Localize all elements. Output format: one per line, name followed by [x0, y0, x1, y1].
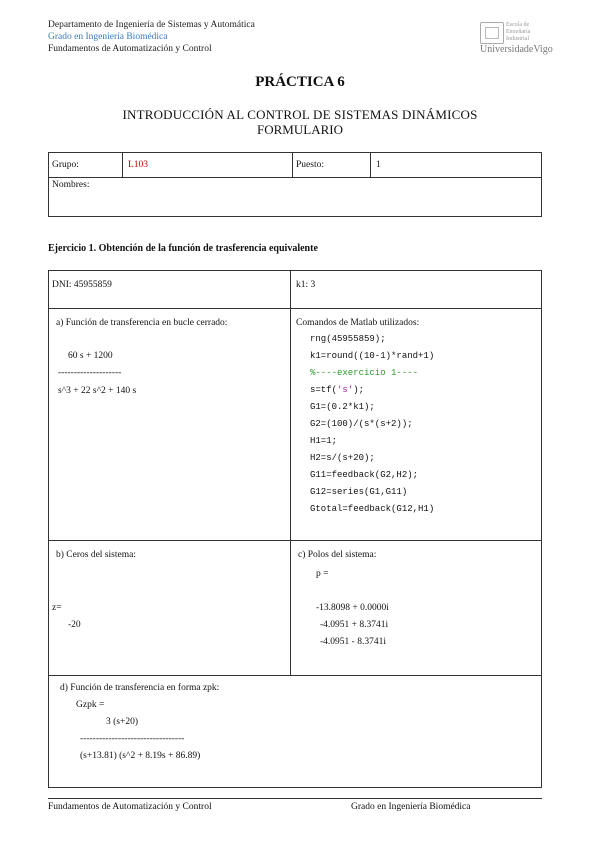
tf-numerator: 60 s + 1200 — [68, 351, 113, 361]
grupo-value: L103 — [128, 160, 149, 170]
exercise-table — [48, 270, 542, 788]
section-c-label: c) Polos del sistema: — [298, 550, 377, 560]
university-logo — [480, 20, 560, 56]
matlab-command: rng(45955859); — [310, 334, 386, 344]
matlab-command: G12=series(G1,G11) — [310, 487, 408, 497]
tf-denominator: s^3 + 22 s^2 + 140 s — [58, 386, 137, 396]
matlab-comment: %----exercicio 1---- — [310, 368, 419, 378]
poles-var: p = — [316, 569, 329, 579]
page-subtitle: FORMULARIO — [257, 122, 343, 137]
dni-value: DNI: 45955859 — [52, 280, 112, 290]
section-d-label: d) Función de transferencia en forma zpk: — [60, 683, 220, 693]
exercise-title: Ejercicio 1. Obtención de la función de trasferencia equivalente — [48, 243, 318, 254]
university-name: UniversidadeVigo — [480, 44, 553, 55]
puesto-label: Puesto: — [296, 160, 324, 170]
header-degree: Grado en Ingeniería Biomédica — [48, 32, 168, 42]
matlab-command: G11=feedback(G2,H2); — [310, 470, 419, 480]
logo-line: Enxeñaría — [506, 29, 531, 35]
zpk-fraction-bar: --------------------------------- — [80, 734, 185, 744]
zpk-var: Gzpk = — [76, 700, 105, 710]
zpk-numerator: 3 (s+20) — [106, 717, 139, 727]
names-row — [48, 177, 542, 217]
zeros-var: z= — [52, 603, 62, 613]
zpk-denominator: (s+13.81) (s^2 + 8.19s + 86.89) — [80, 751, 201, 761]
k1-value: k1: 3 — [296, 280, 316, 290]
header-dept: Departamento de Ingeniería de Sistemas y Automática — [48, 20, 255, 30]
zeros-value: -20 — [68, 620, 81, 630]
matlab-command: H2=s/(s+20); — [310, 453, 375, 463]
logo-line: Industrial — [506, 36, 529, 42]
grupo-label: Grupo: — [52, 160, 79, 170]
cmd-string: 's' — [337, 385, 354, 395]
footer-divider — [48, 798, 542, 799]
matlab-command: k1=round((10-1)*rand+1) — [310, 351, 435, 361]
pole-value: -4.0951 - 8.3741i — [320, 637, 386, 647]
logo-line: Escola de — [506, 22, 530, 28]
section-b-label: b) Ceros del sistema: — [56, 550, 136, 560]
cmd-part: s=tf( — [310, 385, 338, 395]
nombres-label: Nombres: — [52, 180, 90, 190]
pole-value: -13.8098 + 0.0000i — [316, 603, 389, 613]
matlab-command: G2=(100)/(s*(s+2)); — [310, 419, 413, 429]
school-emblem-icon — [480, 22, 504, 44]
matlab-command — [310, 385, 364, 395]
cmd-part: ); — [353, 385, 365, 395]
page-title: PRÁCTICA 6 — [255, 74, 345, 90]
matlab-command: H1=1; — [310, 436, 338, 446]
matlab-command: Gtotal=feedback(G12,H1) — [310, 504, 435, 514]
puesto-value: 1 — [376, 160, 381, 170]
commands-label: Comandos de Matlab utilizados: — [296, 318, 420, 328]
matlab-command: G1=(0.2*k1); — [310, 402, 375, 412]
footer-left: Fundamentos de Automatización y Control — [48, 802, 212, 812]
section-a-label: a) Función de transferencia en bucle cerrado: — [56, 318, 228, 328]
pole-value: -4.0951 + 8.3741i — [320, 620, 389, 630]
header-course: Fundamentos de Automatización y Control — [48, 44, 212, 54]
tf-fraction-bar: -------------------- — [58, 368, 122, 378]
page-subtitle: INTRODUCCIÓN AL CONTROL DE SISTEMAS DINÁMICOS — [122, 107, 478, 122]
footer-right: Grado en Ingeniería Biomédica — [351, 802, 471, 812]
